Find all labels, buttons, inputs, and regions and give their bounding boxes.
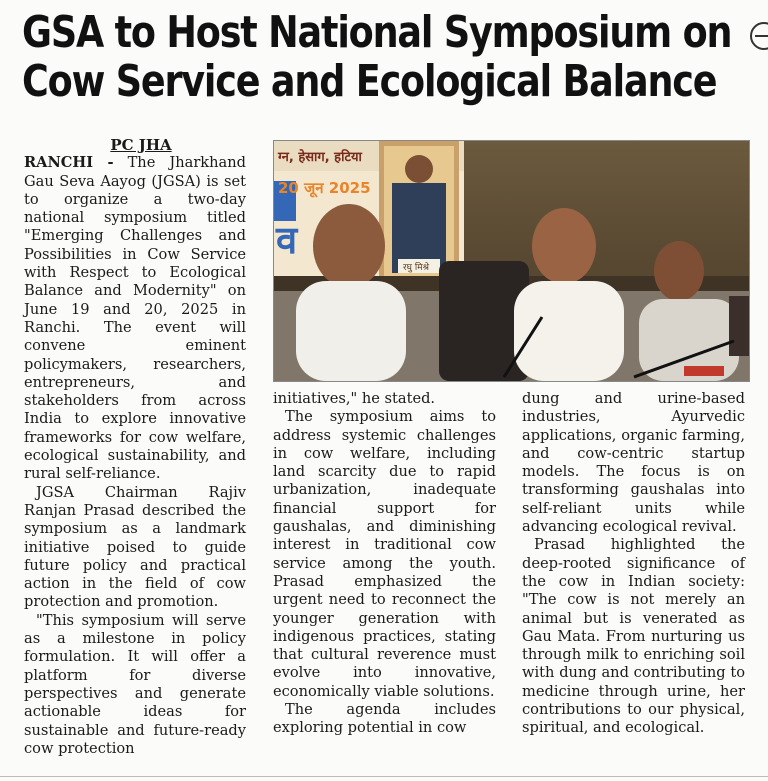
banner-date: 20 जून 2025 (278, 179, 371, 197)
banner-top-text: ग्न, हेसाग, हटिया (278, 150, 362, 165)
headline-line-2: Cow Service and Ecological Balance (22, 56, 717, 107)
paragraph: The agenda includes exploring potential in cow (273, 701, 496, 737)
news-photo (273, 140, 750, 382)
headline (22, 7, 732, 107)
person-2-shirt (514, 281, 624, 381)
article-column-3 (522, 390, 745, 738)
paragraph: dung and urine-based industries, Ayurvedic applications, organic farming, and cow-centric startup models. The focus is on transforming gaushalas into self-reliant units while advancing ecological revival. (522, 390, 745, 536)
paragraph: initiatives," he stated. (273, 390, 436, 407)
chair-right (729, 296, 749, 356)
edge-circle-icon (750, 22, 768, 50)
paragraph (24, 154, 246, 483)
poster-caption: रघु मिश्रे (403, 263, 429, 273)
article-column-2 (273, 390, 496, 738)
headline-line-1: GSA to Host National Symposium on (22, 7, 732, 58)
bottom-rule (0, 776, 768, 777)
paragraph: JGSA Chairman Rajiv Ranjan Prasad described the symposium as a landmark initiative poised to guide future policy and practical action in the field of cow protection and promotion. (24, 483, 246, 611)
paragraph: "This symposium will serve as a milestone in policy formulation. It will offer a platform for diverse perspectives and generate actionable ideas for sustainable and future-ready cow protection (24, 611, 246, 757)
paragraph-text: The Jharkhand Gau Seva Aayog (JGSA) is set to organize a two-day national symposium titled "Emerging Challenges and Possibilities in Cow Service with Respect to Ecological Balance and Modernity" on June 19 and 20, 2025 in Ranchi. The event will convene eminent policymakers, researchers, entrepreneurs, and stakeholders from across India to explore innovative frameworks for cow welfare, ecological sustainability, and rural self-reliance. (24, 154, 246, 483)
photo-illustration (274, 141, 749, 381)
paragraph: Prasad highlighted the deep-rooted significance of the cow in Indian society: "The cow is not merely an animal but is venerated as Gau Mata. From nurturing us through milk to enriching soil with dung and contributing to medicine through urine, her contributions to our physical, spiritual, and ecological. (522, 536, 745, 737)
article-column-1 (24, 136, 246, 758)
person-1-head (313, 204, 385, 288)
dateline: RANCHI - (24, 154, 114, 172)
byline: PC JHA (110, 136, 172, 154)
person-2-head (532, 208, 596, 284)
table-item (684, 366, 724, 376)
banner-letter: व (276, 218, 298, 262)
person-3-head (654, 241, 704, 301)
poster-face (405, 155, 433, 183)
paragraph: The symposium aims to address systemic challenges in cow welfare, including land scarcity due to rapid urbanization, inadequate financial support for gaushalas, and diminishing interest in traditional cow service among the youth. Prasad emphasized the urgent need to reconnect the younger generation with indigenous practices, stating that cultural reverence must evolve into innovative, economically viable solutions. (273, 408, 496, 700)
person-1-shirt (296, 281, 406, 381)
